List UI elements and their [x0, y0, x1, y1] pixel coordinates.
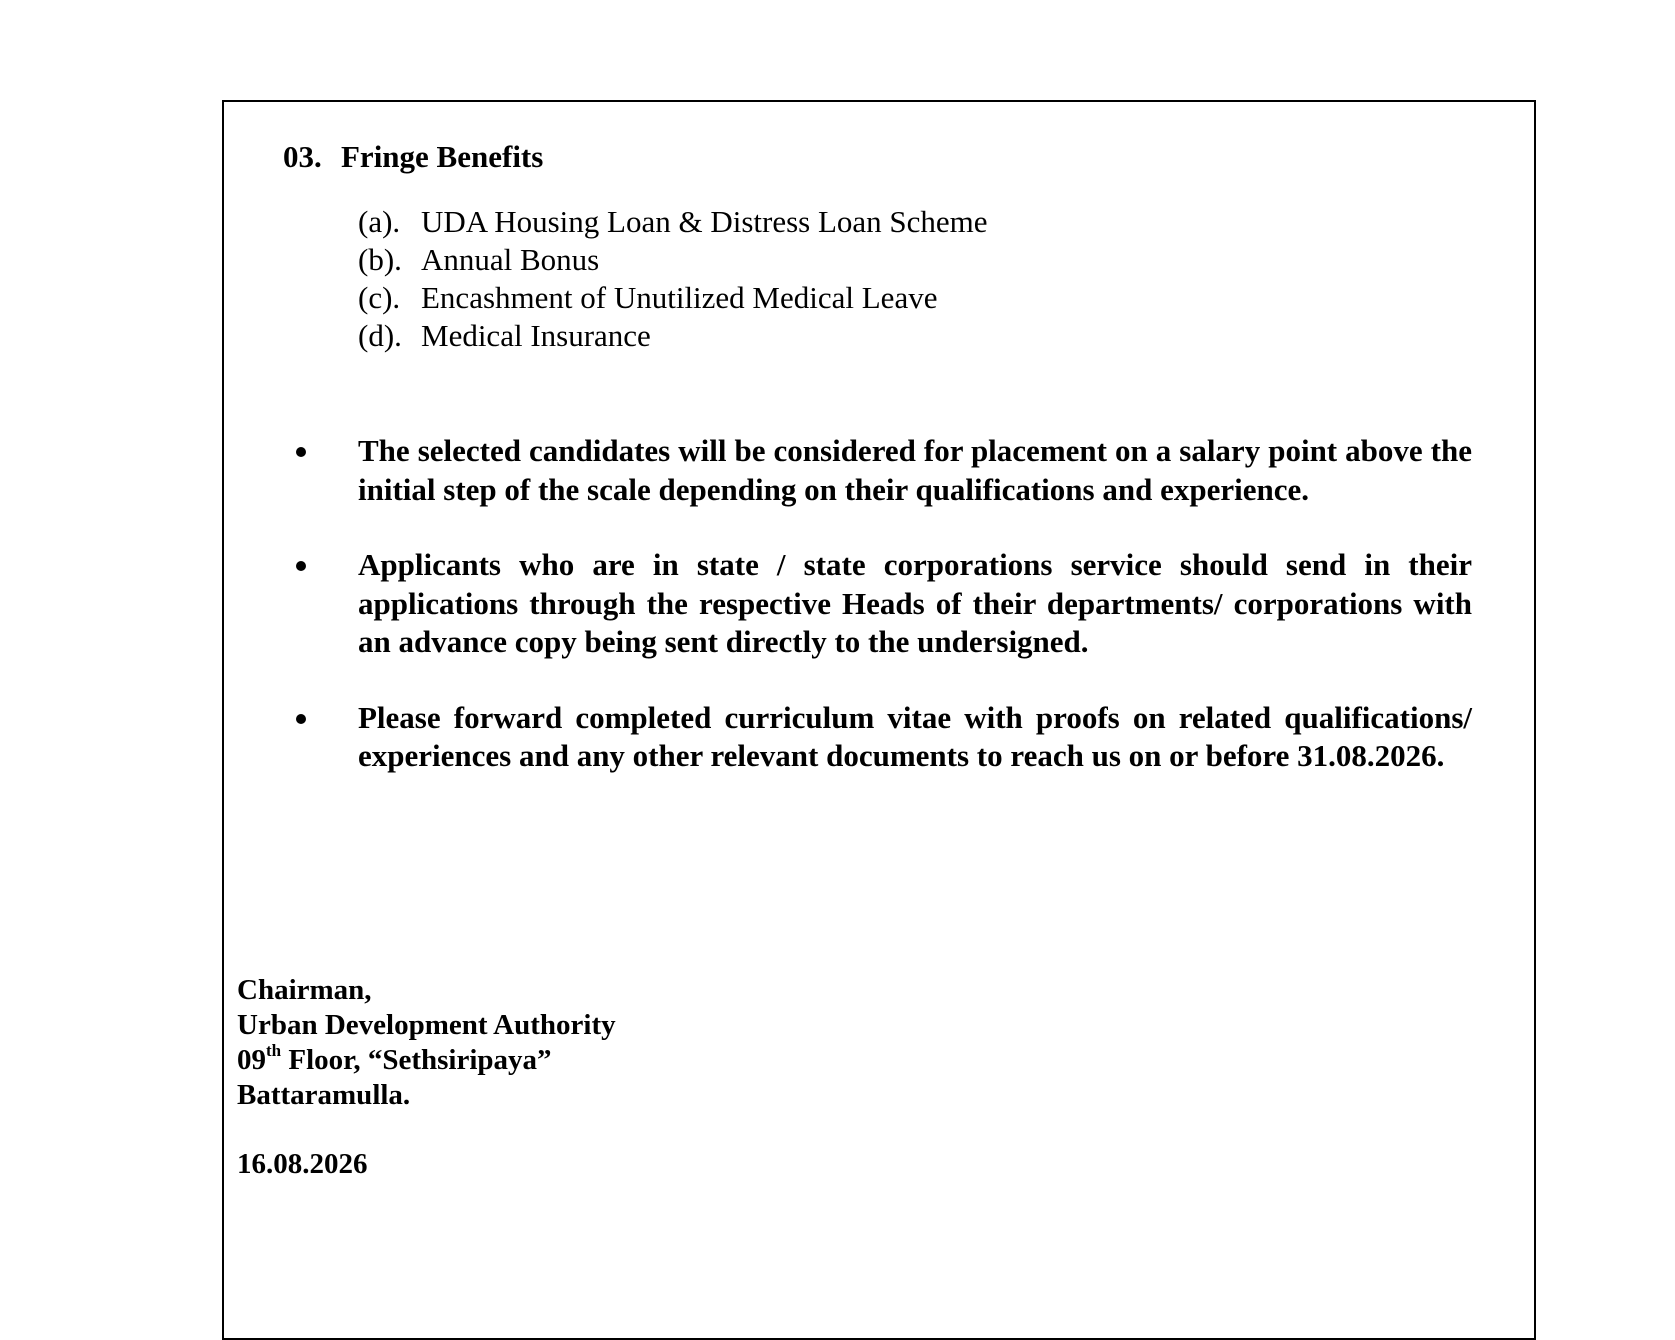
document-date: 16.08.2026 [237, 1148, 368, 1180]
benefit-label: (d). [358, 318, 402, 353]
note-item [290, 699, 1472, 776]
benefit-text: UDA Housing Loan & Distress Loan Scheme [421, 204, 988, 239]
list-item [358, 241, 988, 279]
benefit-text: Medical Insurance [421, 318, 651, 353]
signature-block [237, 973, 616, 1113]
benefit-label: (a). [358, 204, 401, 239]
bullet-icon [296, 561, 306, 571]
benefit-label: (c). [358, 280, 401, 315]
floor-building: Floor, “Sethsiripaya” [281, 1044, 552, 1076]
benefit-label: (b). [358, 242, 402, 277]
floor-suffix: th [266, 1041, 282, 1061]
organization-name: Urban Development Authority [237, 1009, 616, 1041]
note-item [290, 432, 1472, 509]
bullet-icon [296, 447, 306, 457]
benefits-list [358, 203, 988, 355]
list-item [358, 279, 988, 317]
list-item [358, 317, 988, 355]
list-item [358, 203, 988, 241]
note-text: Please forward completed curriculum vitae with proofs on related qualifications/ experiences and any other relevant documents to reach us on or before 31.08.2026. [358, 699, 1472, 773]
bullet-icon [296, 714, 306, 724]
signatory-title: Chairman, [237, 974, 372, 1006]
section-title: Fringe Benefits [341, 139, 544, 174]
notes-list [290, 432, 1472, 813]
address-city: Battaramulla. [237, 1079, 411, 1111]
benefit-text: Encashment of Unutilized Medical Leave [421, 280, 938, 315]
note-text: The selected candidates will be considered for placement on a salary point above the initial step of the scale depending on their qualifications and experience. [358, 433, 1472, 507]
floor-number: 09 [237, 1044, 266, 1076]
benefit-text: Annual Bonus [421, 242, 600, 277]
section-number: 03. [283, 139, 322, 174]
note-text: Applicants who are in state / state corporations service should send in their applications through the respective Heads of their departments/ corporations with an advance copy being sent directly to the undersigned. [358, 547, 1472, 659]
note-item [290, 546, 1472, 662]
section-heading [283, 139, 543, 175]
address-floor [237, 1043, 616, 1078]
